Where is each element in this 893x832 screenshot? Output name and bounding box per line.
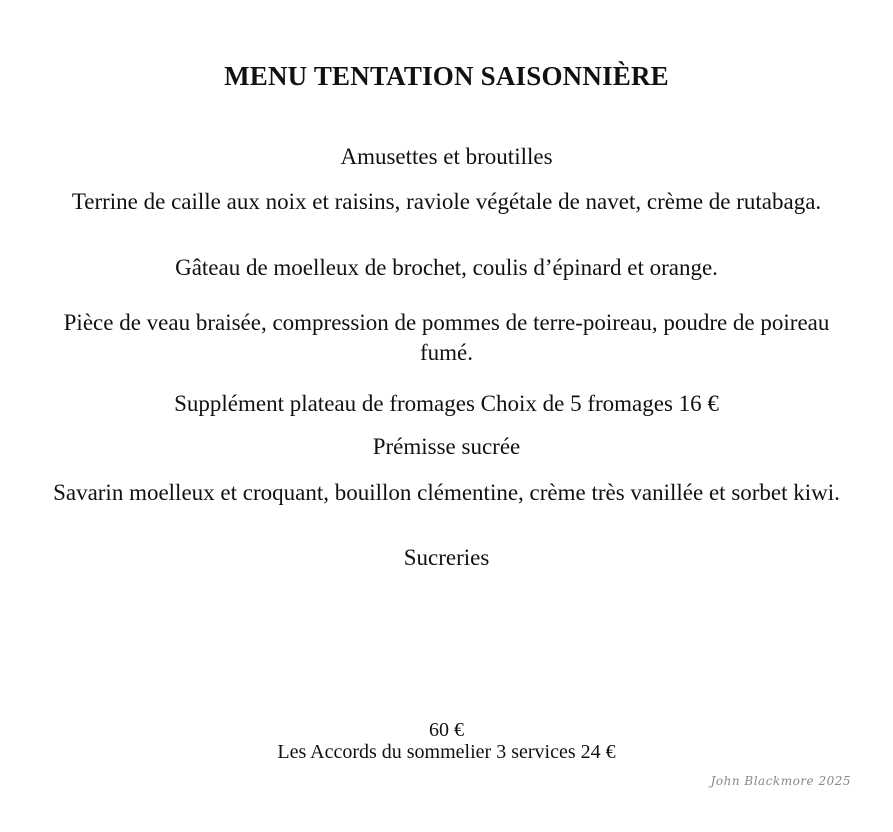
course-terrine: Terrine de caille aux noix et raisins, raviole végétale de navet, crème de rutabaga. <box>71 189 822 214</box>
author-signature: John Blackmore 2025 <box>710 774 851 788</box>
course-savarin: Savarin moelleux et croquant, bouillon clémentine, crème très vanillée et sorbet kiwi. <box>53 480 840 505</box>
menu-price: 60 € <box>429 719 464 741</box>
course-sucreries: Sucreries <box>403 545 490 570</box>
course-brochet: Gâteau de moelleux de brochet, coulis d’épinard et orange. <box>175 255 718 280</box>
course-veau: Pièce de veau braisée, compression de pommes de terre-poireau, poudre de poireau fumé. <box>63 310 830 365</box>
course-fromages-supplement: Supplément plateau de fromages Choix de 5 fromages 16 € <box>174 391 719 416</box>
menu-title: MENU TENTATION SAISONNIÈRE <box>224 61 669 91</box>
course-premisse-sucree: Prémisse sucrée <box>372 434 521 459</box>
course-amuse-bouche: Amusettes et broutilles <box>340 144 553 169</box>
sommelier-pairing: Les Accords du sommelier 3 services 24 € <box>277 741 616 763</box>
